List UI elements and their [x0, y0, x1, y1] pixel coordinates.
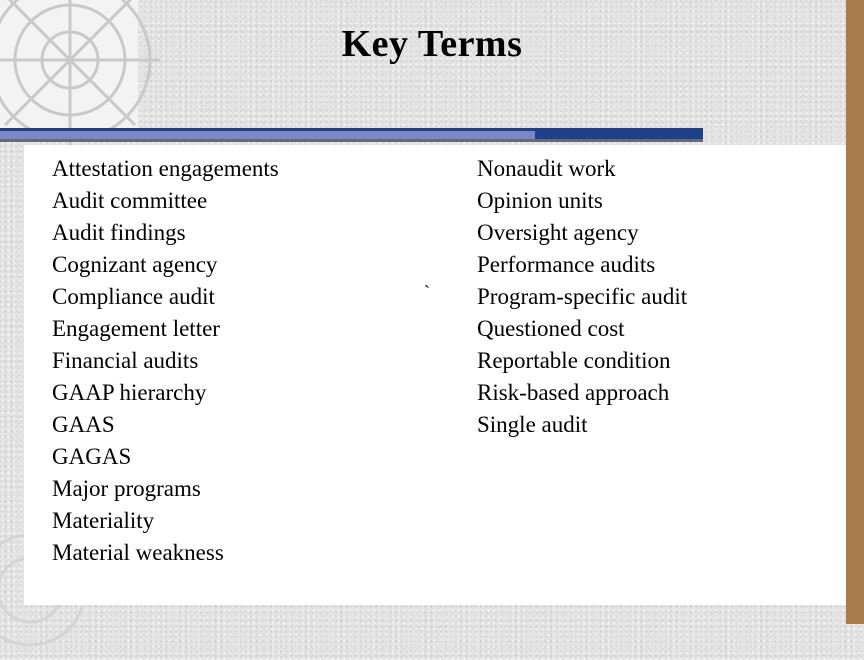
list-item: GAAS	[52, 412, 115, 437]
list-item: Engagement letter	[52, 316, 220, 341]
terms-list-right	[477, 153, 687, 441]
list-item: Cognizant agency	[52, 252, 218, 277]
list-item: Financial audits	[52, 348, 199, 373]
list-item: Material weakness	[52, 540, 224, 565]
list-item: Questioned cost	[477, 316, 625, 341]
list-item: Single audit	[477, 412, 588, 437]
list-item: Audit findings	[52, 220, 186, 245]
list-item: Materiality	[52, 508, 155, 533]
list-item: Oversight agency	[477, 220, 639, 245]
list-item: Opinion units	[477, 188, 603, 213]
list-item: Audit committee	[52, 188, 208, 213]
list-item: GAAP hierarchy	[52, 380, 207, 405]
right-accent-bar	[846, 0, 864, 624]
list-item: Attestation engagements	[52, 156, 279, 181]
stray-mark: `	[424, 282, 430, 302]
list-item: GAGAS	[52, 444, 132, 469]
slide-title: Key Terms	[341, 23, 523, 65]
title-divider-light	[0, 131, 535, 139]
list-item: Major programs	[52, 476, 201, 501]
list-item: Nonaudit work	[477, 156, 616, 181]
list-item: Compliance audit	[52, 284, 215, 309]
title-divider-shadow	[0, 139, 703, 142]
terms-list-left	[52, 153, 279, 569]
list-item: Performance audits	[477, 252, 656, 277]
list-item: Program-specific audit	[477, 284, 688, 309]
list-item: Risk-based approach	[477, 380, 670, 405]
list-item: Reportable condition	[477, 348, 671, 373]
